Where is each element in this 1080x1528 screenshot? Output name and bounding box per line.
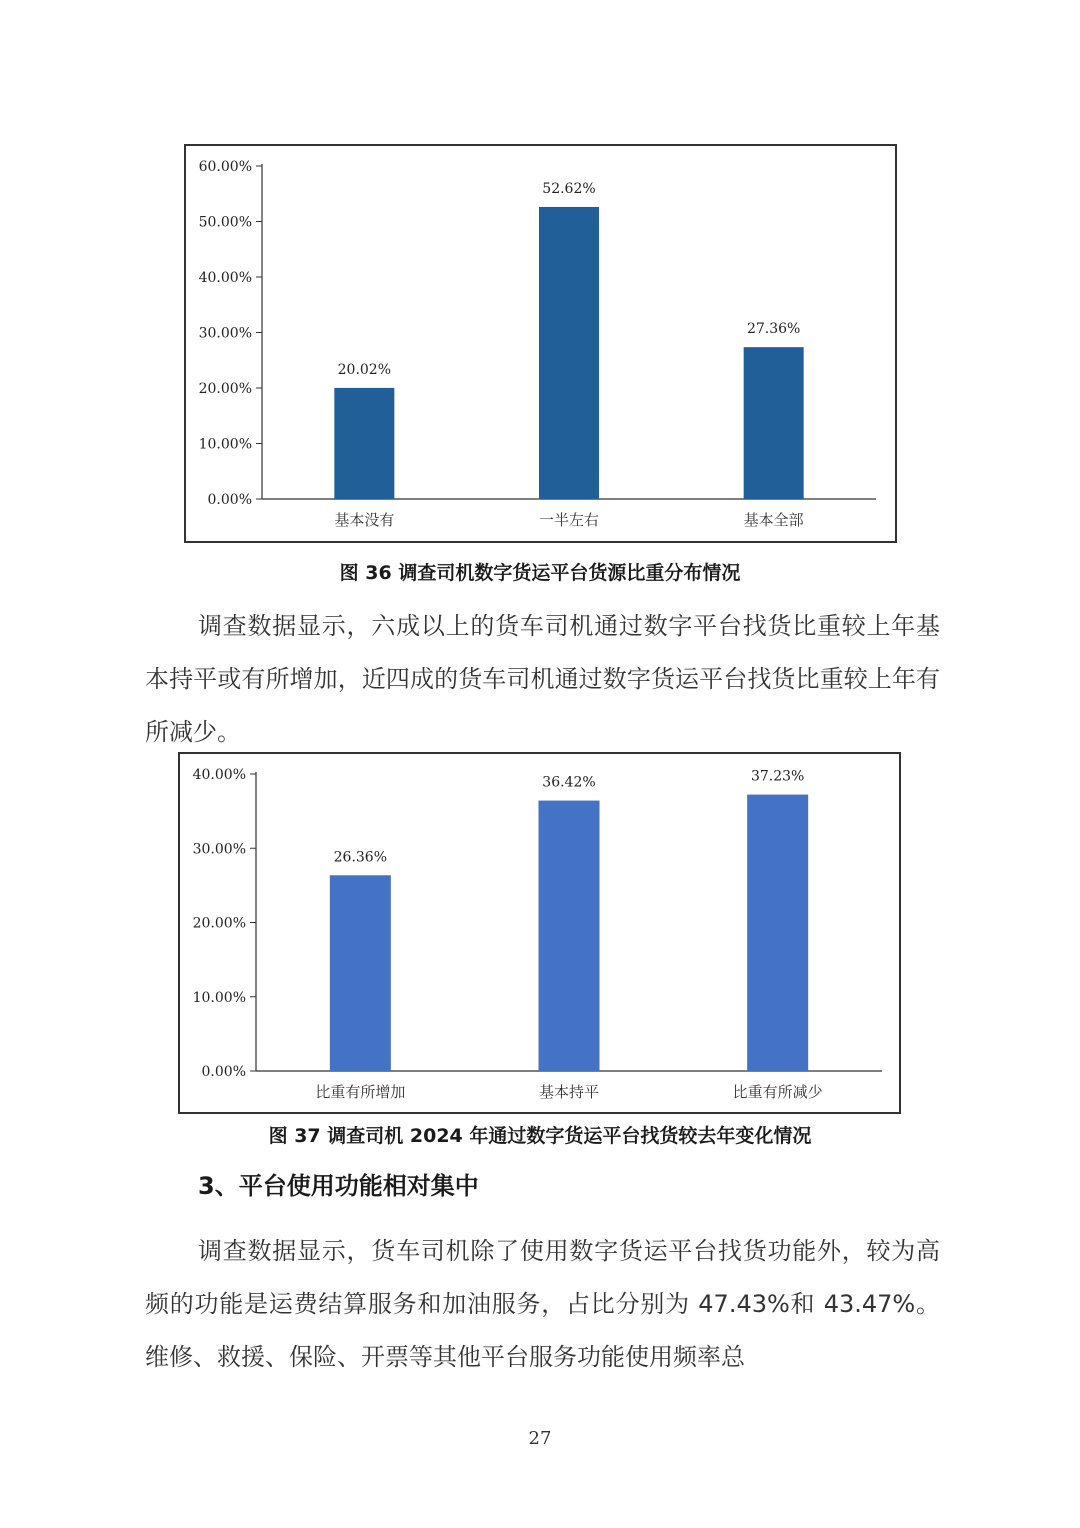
data-label: 37.23% <box>750 768 805 785</box>
data-label: 36.42% <box>542 774 596 791</box>
category-label: 比重有所增加 <box>315 1083 406 1101</box>
data-label: 26.36% <box>333 849 388 866</box>
category-label: 基本持平 <box>538 1083 600 1101</box>
page-number: 27 <box>528 1428 552 1449</box>
chart-36-frame <box>184 144 897 543</box>
y-tick-label: 0.00% <box>201 1064 246 1080</box>
paragraph-1: 调查数据显示，六成以上的货车司机通过数字平台找货比重较上年基本持平或有所增加，近四成的货车司机通过数字货运平台找货比重较上年有所减少。 <box>145 612 940 746</box>
y-tick-label: 30.00% <box>198 325 252 342</box>
paragraph-2: 调查数据显示，货车司机除了使用数字货运平台找货功能外，较为高频的功能是运费结算服务和加油服务，占比分别为 47.43%和 43.47%。维修、救援、保险、开票等其他平台服务功能使用频率总 <box>145 1237 940 1371</box>
bar-1 <box>334 388 394 499</box>
category-label: 基本没有 <box>334 511 395 529</box>
y-tick-label: 60.00% <box>198 159 252 175</box>
y-tick-label: 30.00% <box>192 841 246 858</box>
section-heading: 3、平台使用功能相对集中 <box>198 1172 479 1200</box>
chart-37-frame <box>178 752 901 1114</box>
chart-37 <box>180 754 903 1116</box>
y-tick-label: 10.00% <box>198 436 252 453</box>
category-label: 比重有所减少 <box>732 1083 823 1101</box>
bar-2 <box>539 207 599 499</box>
data-label: 20.02% <box>337 361 392 378</box>
figure-37-caption: 图 37 调查司机 2024 年通过数字货运平台找货较去年变化情况 <box>268 1125 812 1147</box>
y-tick-label: 20.00% <box>198 381 252 397</box>
y-tick-label: 40.00% <box>192 767 246 783</box>
y-tick-label: 10.00% <box>192 989 246 1006</box>
bar-3 <box>744 347 804 499</box>
y-tick-label: 20.00% <box>192 915 246 932</box>
chart-36 <box>186 146 899 545</box>
category-label: 基本全部 <box>743 511 804 529</box>
bar-1 <box>330 875 391 1071</box>
data-label: 52.62% <box>542 180 596 197</box>
bar-3 <box>747 795 808 1071</box>
figure-36-caption: 图 36 调查司机数字货运平台货源比重分布情况 <box>339 562 741 584</box>
bar-2 <box>539 801 600 1071</box>
y-tick-label: 40.00% <box>198 270 252 286</box>
data-label: 27.36% <box>746 321 801 338</box>
y-tick-label: 0.00% <box>207 492 252 508</box>
y-tick-label: 50.00% <box>198 214 252 231</box>
category-label: 一半左右 <box>538 511 600 529</box>
